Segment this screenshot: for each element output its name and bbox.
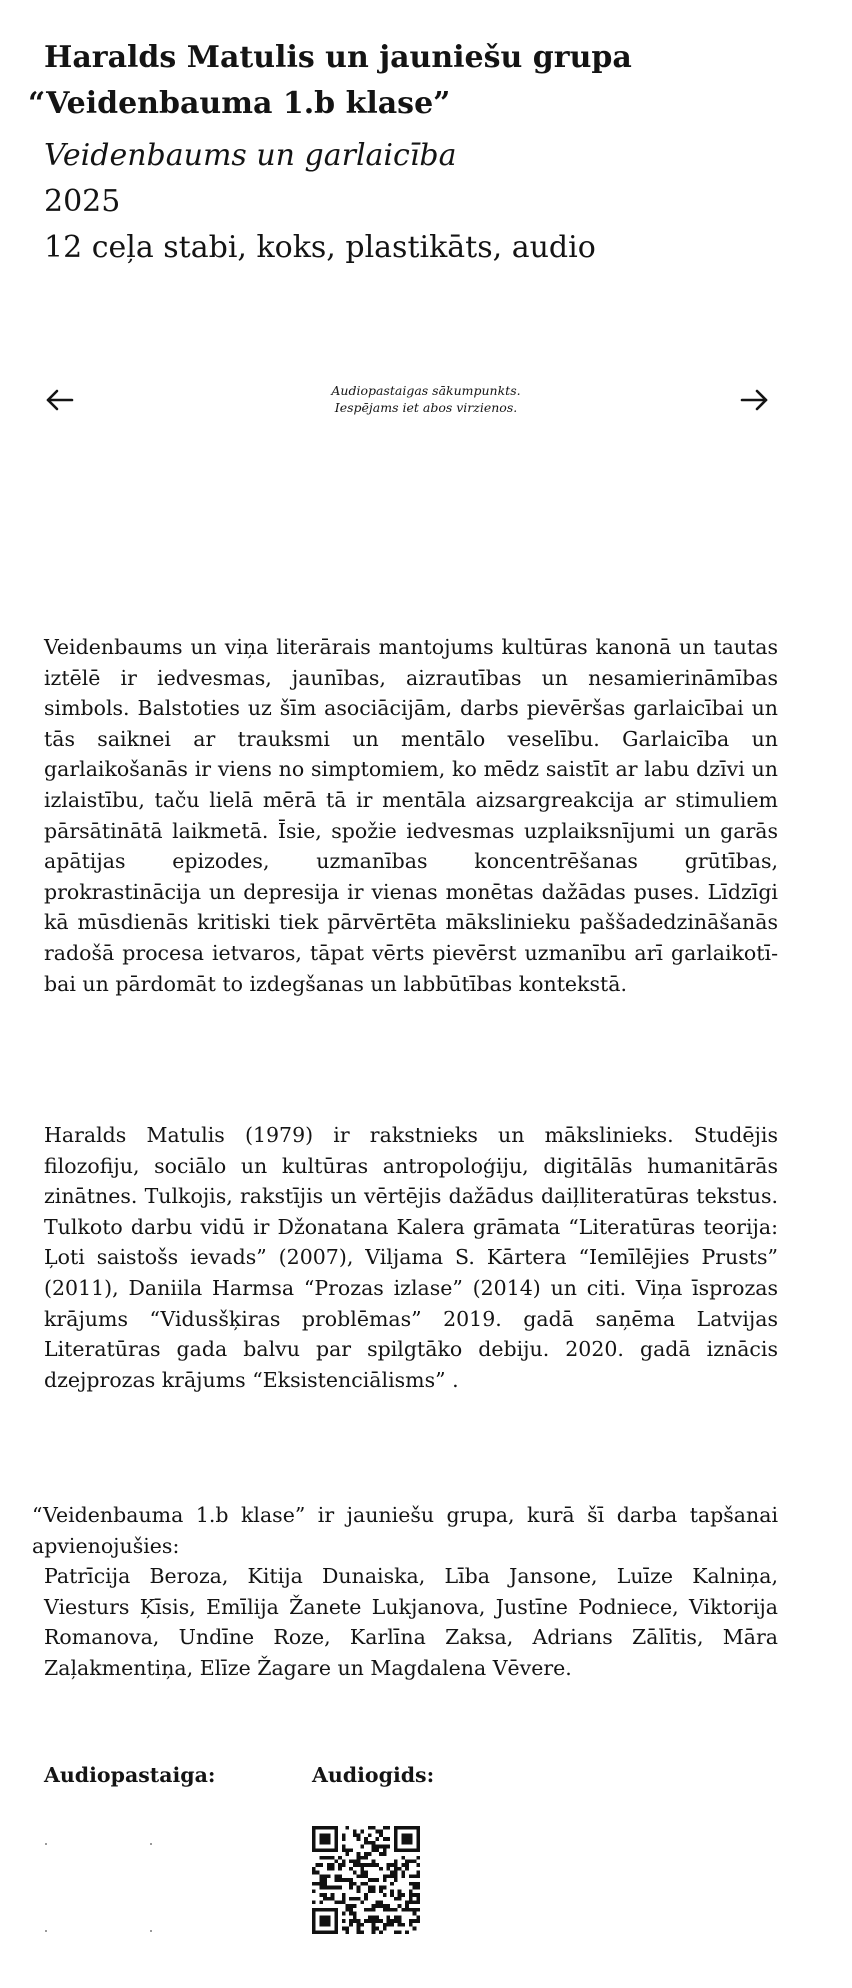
- author-bio-paragraph: Haralds Matulis (1979) ir rakstnieks un mākslinieks. Studējis filozofiju, sociālo un kultūras antropoloģiju, digitālās humanitārās zinātnes. Tulkojis, rakstījis un vērtējis dažādus daiļliteratūras tekstus. Tulkoto darbu vidū ir Džonatana Kalera grāmata “Literatūras teorija: Ļoti saistošs ievads” (2007), Viljama S. Kārtera “Iemīlējies Prusts” (2011), Daniila Harmsa “Prozas izlase” (2014) un citi. Viņa īsprozas krājums “Vidusšķiras problēmas” 2019. gadā saņēma Latvijas Literatūras gada balvu par spilgtāko debiju. 2020. gadā iznācis dzejprozas krājums “Eksistenciālisms” .: [44, 1123, 778, 1392]
- start-point-note-line1: Audiopastaigas sākumpunkts.: [331, 383, 521, 398]
- group-members: Patrīcija Beroza, Kitija Dunaiska, Lība Jansone, Luīze Kalniņa, Viesturs Ķīsis, Emīlija Žanete Lukjanova, Justīne Podniece, Viktorija Romanova, Undīne Roze, Karlīna Zaksa, Adrians Zālītis, Māra Zaļakmentiņa, Elīze Žagare un Magdalena Vēvere.: [44, 1564, 778, 1680]
- artwork-year: 2025: [44, 184, 121, 219]
- artwork-medium: 12 ceļa stabi, koks, plastikāts, audio: [44, 230, 596, 265]
- walk-navigation: [0, 380, 852, 430]
- group-paragraph: [32, 1500, 778, 1684]
- start-point-note: [226, 382, 626, 416]
- group-intro: “Veidenbauma 1.b klase” ir jauniešu grupa, kurā šī darba tapšanai apvienojušies:: [32, 1503, 778, 1558]
- author-line: Haralds Matulis un jauniešu grupa: [44, 40, 632, 75]
- arrow-right-icon[interactable]: [734, 380, 774, 420]
- artwork-title: Veidenbaums un garlaicība: [44, 138, 457, 173]
- qr-code-icon[interactable]: [312, 1826, 420, 1934]
- placeholder-dot: [150, 1930, 152, 1932]
- start-point-note-line2: Iespējams iet abos virzienos.: [334, 400, 518, 415]
- group-name: “Veidenbauma 1.b klase”: [28, 86, 451, 121]
- placeholder-dot: [45, 1930, 47, 1932]
- placeholder-dot: [150, 1843, 152, 1845]
- placeholder-dot: [45, 1843, 47, 1845]
- description-paragraph: Veidenbaums un viņa literārais mantojums kultūras kanonā un tautas iztēlē ir iedvesmas, jaunības, aizrautības un nesamierināmības simbols. Balstoties uz šīm asociācijām, darbs pievēršas garlaicībai un tās saiknei ar trauksmi un mentālo veselību. Garlaicība un garlaikošanās ir viens no simptomiem, ko mēdz saistīt ar labu dzīvi un izlaistību, taču lielā mērā tā ir mentāla aizsargreakcija ar stimuliem pārsātinātā laikmetā. Īsie, spožie iedvesmas uzplaiksnījumi un garās apātijas epizodes, uzmanības koncentrēšanas grūtības, prokrastinācija un depresija ir vienas monētas dažādas puses. Līdzīgi kā mūsdienās kritiski tiek pārvērtēta mākslinieku paššadedzināšanās radošā procesa ietvaros, tāpat vērts pievērst uzmanību arī garlaikotībai un pārdomāt to izdegšanas un labbūtības kontekstā.: [44, 635, 778, 996]
- arrow-left-icon[interactable]: [40, 380, 80, 420]
- audio-guide-label: Audiogids:: [312, 1763, 435, 1787]
- audio-walk-label: Audiopastaiga:: [44, 1763, 216, 1787]
